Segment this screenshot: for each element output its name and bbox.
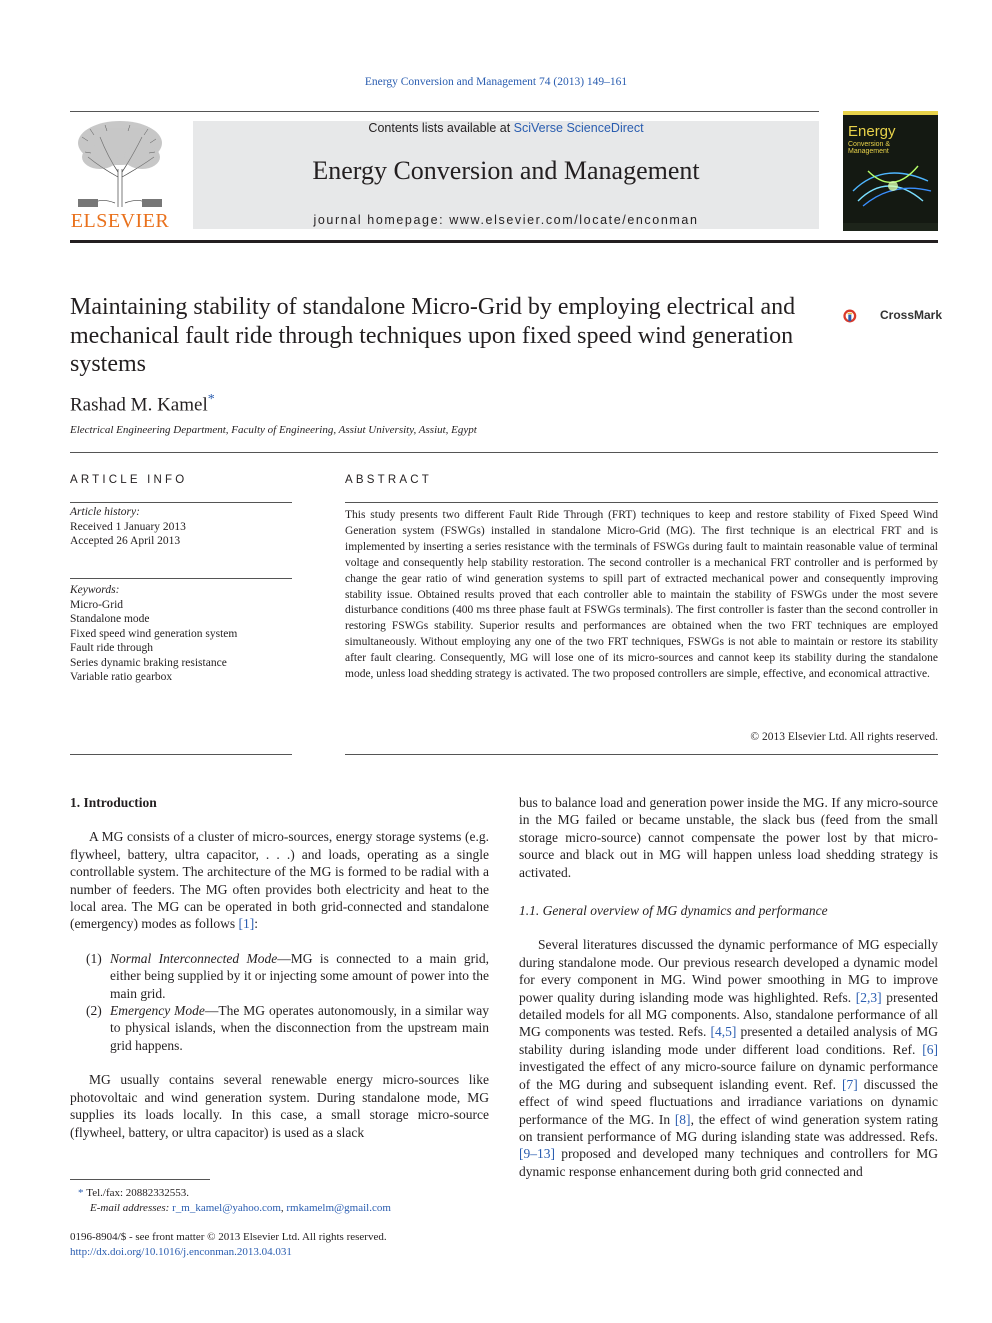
author-name — [70, 392, 215, 416]
abstract-heading: ABSTRACT — [345, 474, 432, 486]
body-right-column — [519, 794, 938, 1180]
received-date: Received 1 January 2013 — [70, 520, 186, 533]
paragraph-text: : — [254, 916, 258, 932]
homepage-prefix: journal homepage: — [313, 213, 450, 227]
cover-title: Energy — [848, 123, 896, 140]
list-item — [70, 1002, 489, 1054]
history-label: Article history: — [70, 506, 140, 518]
list-text: —MG is connected to a main grid, either being supplied by it or injecting some amount of power into the main grid. — [110, 950, 489, 1001]
section-heading-overview: 1.1. General overview of MG dynamics and performance — [519, 903, 828, 919]
footnote-mark: * — [78, 1187, 84, 1199]
paragraph-text: , the effect of wind generation system rating on transient performance of MG during islanding state was addressed. Refs. — [519, 1111, 938, 1144]
article-history — [70, 505, 292, 549]
footnote-telfax — [70, 1186, 489, 1201]
list-item — [70, 950, 489, 1002]
list-term: Normal Interconnected Mode — [110, 950, 278, 966]
keyword: Micro-Grid — [70, 598, 124, 611]
abstract-top-rule — [345, 502, 938, 503]
keywords-rule — [70, 578, 292, 579]
keywords-block — [70, 583, 292, 685]
reference-link[interactable]: [8] — [674, 1111, 691, 1127]
reference-link[interactable]: [6] — [922, 1041, 938, 1057]
reference-link[interactable]: [7] — [842, 1076, 858, 1092]
crossmark-label[interactable]: CrossMark — [880, 308, 943, 322]
author-footnote — [70, 1186, 489, 1216]
reference-link[interactable]: [4,5] — [710, 1024, 737, 1040]
paragraph — [519, 936, 938, 1180]
journal-citation[interactable]: Energy Conversion and Management 74 (2013) 149–161 — [364, 76, 628, 88]
email-link[interactable]: r_m_kamel@yahoo.com — [172, 1202, 281, 1214]
keyword: Series dynamic braking resistance — [70, 656, 227, 669]
journal-title: Energy Conversion and Management — [312, 156, 700, 185]
title-bottom-rule — [70, 452, 938, 453]
article-info-bottom-rule — [70, 754, 292, 755]
telfax-text: Tel./fax: 20882332553. — [86, 1187, 190, 1199]
email-label: E-mail addresses: — [90, 1202, 170, 1214]
article-title: Maintaining stability of standalone Micro-Grid by employing electrical and mechanical fault ride through techniques upon fixed speed wind generation systems — [70, 294, 796, 377]
reference-link[interactable]: [9–13] — [519, 1146, 555, 1162]
paragraph-text: proposed and developed many techniques and controllers for MG dynamic response enhancement during both grid connected and — [519, 1146, 938, 1179]
article-info-rule — [70, 502, 292, 503]
contents-line — [193, 121, 819, 135]
paragraph-continuation: bus to balance load and generation power inside the MG. If any micro-source in the MG failed or became unstable, the slack bus (feed from the small storage micro-source) cannot compensate the power lost by that micro-source and black out in MG will happen unless load shedding strategy is activated. — [519, 795, 938, 880]
journal-homepage — [193, 213, 819, 227]
paragraph — [70, 828, 489, 932]
doi-url[interactable]: http://dx.doi.org/10.1016/j.enconman.2013.04.031 — [70, 1246, 292, 1258]
affiliation: Electrical Engineering Department, Faculty of Engineering, Assiut University, Assiut, Egypt — [70, 424, 477, 436]
header-bottom-rule — [70, 240, 938, 243]
author-footnote-mark[interactable]: * — [207, 392, 215, 407]
footnote-rule — [70, 1179, 210, 1180]
paragraph-text: Several literatures discussed the dynamic performance of MG especially during standalone mode. Our previous research developed a dynamic model for every component in MG. Wind power smoothing in MG to improve power quality during islanding mode was highlighted. Refs. — [519, 937, 938, 1005]
sciencedirect-link[interactable]: SciVerse ScienceDirect — [513, 121, 644, 135]
paragraph-text: presented detailed models for all MG components. Also, standalone performance of all MG components was tested. Refs. — [519, 989, 939, 1040]
accepted-date: Accepted 26 April 2013 — [70, 535, 181, 547]
elsevier-wordmark: ELSEVIER — [70, 210, 170, 232]
paragraph-text: investigated the effect of any micro-source failure on dynamic performance of the MG during and subsequent islanding event. Ref. — [519, 1059, 938, 1092]
list-term: Emergency Mode — [110, 1003, 205, 1019]
keyword: Standalone mode — [70, 613, 150, 625]
reference-link[interactable]: [1] — [238, 916, 255, 932]
keyword: Fault ride through — [70, 642, 154, 654]
paragraph-text: presented a detailed analysis of MG stability during islanding mode under different load conditions. Ref. — [519, 1024, 938, 1057]
list-text: —The MG operates autonomously, in a similar way to physical islands, when the disconnection from the upstream main grid happens. — [110, 1003, 489, 1053]
homepage-url[interactable]: www.elsevier.com/locate/enconman — [449, 213, 699, 227]
cover-subtitle: Conversion & Management — [848, 141, 891, 155]
author-text: Rashad M. Kamel — [70, 394, 208, 416]
paragraph-text: discussed the effect of wind speed fluctuations and irradiance variations on dynamic performance of the MG. In — [519, 1076, 938, 1127]
doi-link[interactable] — [70, 1245, 570, 1260]
section-heading-introduction: 1. Introduction — [70, 795, 157, 810]
issn-line: 0196-8904/$ - see front matter © 2013 Elsevier Ltd. All rights reserved. — [70, 1231, 387, 1243]
paragraph-text: A MG consists of a cluster of micro-sources, energy storage systems (e.g. flywheel, battery, ultra capacitor, . . .) and loads, operating as a single controllable system. The architecture of the MG is formed to be radial with a number of feeders. The MG often provides both electricity and heat to the local area. The MG can be operated in both grid-connected and standalone (emergency) modes as follows — [70, 829, 489, 932]
abstract-copyright: © 2013 Elsevier Ltd. All rights reserved. — [750, 731, 938, 743]
contents-prefix: Contents lists available at — [368, 121, 514, 135]
header-top-rule — [70, 111, 819, 112]
crossmark-icon[interactable] — [843, 298, 879, 334]
keywords-label: Keywords: — [70, 584, 120, 596]
list-number: (2) — [86, 1003, 102, 1019]
keyword: Fixed speed wind generation system — [70, 627, 238, 640]
list-number: (1) — [86, 950, 102, 966]
email-link[interactable]: rmkamelm@gmail.com — [286, 1202, 391, 1214]
body-left-column — [70, 794, 489, 1141]
keyword: Variable ratio gearbox — [70, 671, 173, 683]
reference-link[interactable]: [2,3] — [855, 989, 882, 1005]
paragraph: MG usually contains several renewable energy micro-sources like photovoltaic and wind generation system. During standalone mode, MG supplies its loads locally. In this case, a small storage micro-source (flywheel, battery, or ultra capacitor) is used as a slack — [70, 1072, 489, 1140]
abstract-text: This study presents two different Fault Ride Through (FRT) techniques to keep and restore stability of Fixed Speed Wind Generation system (FSWGs) installed in standalone Micro-Grid (MG). The first technique is an electrical FRT and is implemented by inserting a series resistance with the terminals of FSWGs during fault to maintain reasonable value of terminal voltage and consequently help stability restoration. The second controller is a mechanical FRT controller and is performed by change the gear ratio of wind generation systems to spill part of extracted mechanical power and consequently improving stability issue. Obtained results proved that each controller able to maintain the stability of FSWGs under the most severe disturbance conditions (400 ms three phase fault at FSWGs terminals). The first controller is faster than the second controller in restoring FSWGs stability. Superior results and performances are obtained when the two FRT techniques are employed simultaneously. Without employing any one of the two FRT techniques, FSWGs is not able to maintain or restore its stability after fault clearing. Consequently, MG will lose one of its micro-sources and cannot keep its stability during the standalone mode, unless load shedding strategy is activated. The two proposed controllers are simple, effective, and economical attractive. — [345, 509, 938, 681]
footnote-emails: E-mail addresses: r_m_kamel@yahoo.com, rmkamelm@gmail.com — [90, 1202, 391, 1214]
article-info-heading: ARTICLE INFO — [70, 474, 188, 486]
abstract-bottom-rule — [345, 754, 938, 755]
